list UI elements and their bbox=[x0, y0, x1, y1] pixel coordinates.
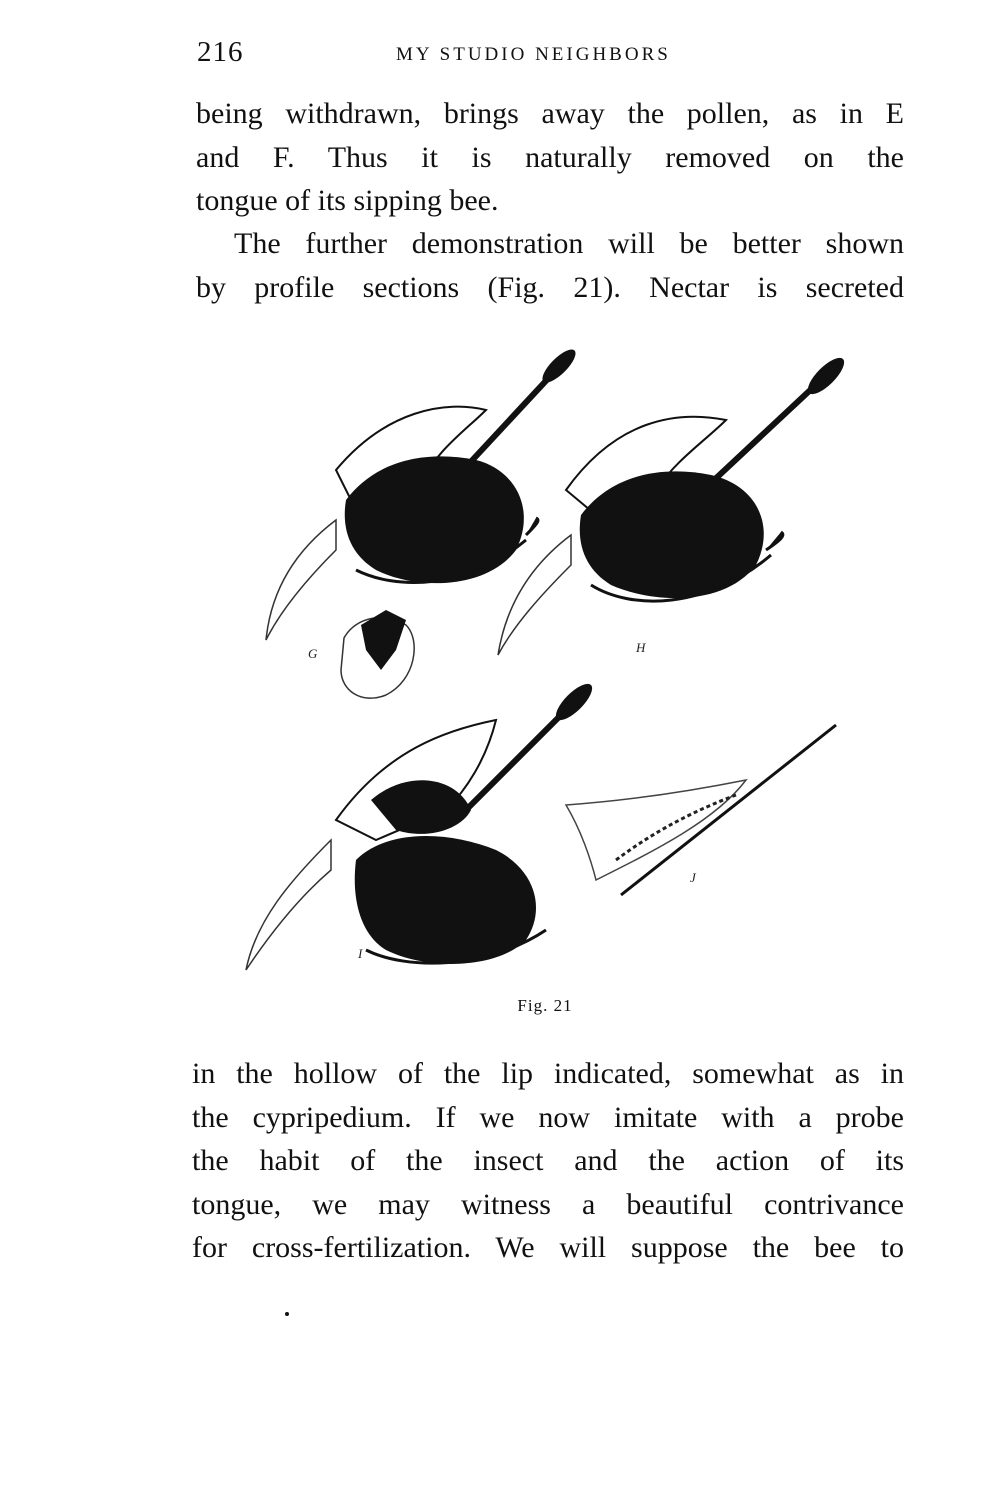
text-line: the habit of the insect and the action of its bbox=[192, 1144, 904, 1177]
orchid-section-illustration bbox=[236, 340, 876, 1000]
text-line: and F. Thus it is naturally removed on the bbox=[196, 140, 904, 174]
label-g: G bbox=[308, 646, 318, 661]
panel-i bbox=[246, 679, 597, 970]
paragraph-3 bbox=[192, 1052, 904, 1270]
label-i: I bbox=[358, 946, 363, 961]
text-line: tongue of its sipping bee. bbox=[196, 184, 499, 217]
figure-21-illustration bbox=[236, 340, 876, 1000]
label-j: J bbox=[690, 870, 696, 885]
text-line: tongue, we may witness a beautiful contrivance bbox=[192, 1187, 904, 1221]
text-line: the cypripedium. If we now imitate with a probe bbox=[192, 1100, 904, 1134]
text-line: The further demonstration will be better shown bbox=[234, 227, 904, 260]
running-title: MY STUDIO NEIGHBORS bbox=[396, 44, 671, 65]
ink-speck bbox=[285, 1312, 289, 1316]
page-number: 216 bbox=[197, 36, 244, 68]
panel-h bbox=[498, 353, 849, 655]
text-line: by profile sections (Fig. 21). Nectar is secreted bbox=[196, 270, 904, 304]
panel-j bbox=[566, 725, 836, 895]
text-line: for cross-fertilization. We will suppose the bee to bbox=[192, 1231, 904, 1264]
paragraph-1 bbox=[196, 92, 904, 223]
caption-text: Fig. 21 bbox=[517, 996, 573, 1015]
paragraph-2 bbox=[196, 222, 904, 309]
page-header bbox=[197, 36, 903, 76]
label-h: H bbox=[636, 640, 646, 655]
text-line: in the hollow of the lip indicated, somewhat as in bbox=[192, 1057, 904, 1090]
figure-caption bbox=[0, 996, 1000, 1016]
text-line: being withdrawn, brings away the pollen, as in E bbox=[196, 97, 904, 130]
